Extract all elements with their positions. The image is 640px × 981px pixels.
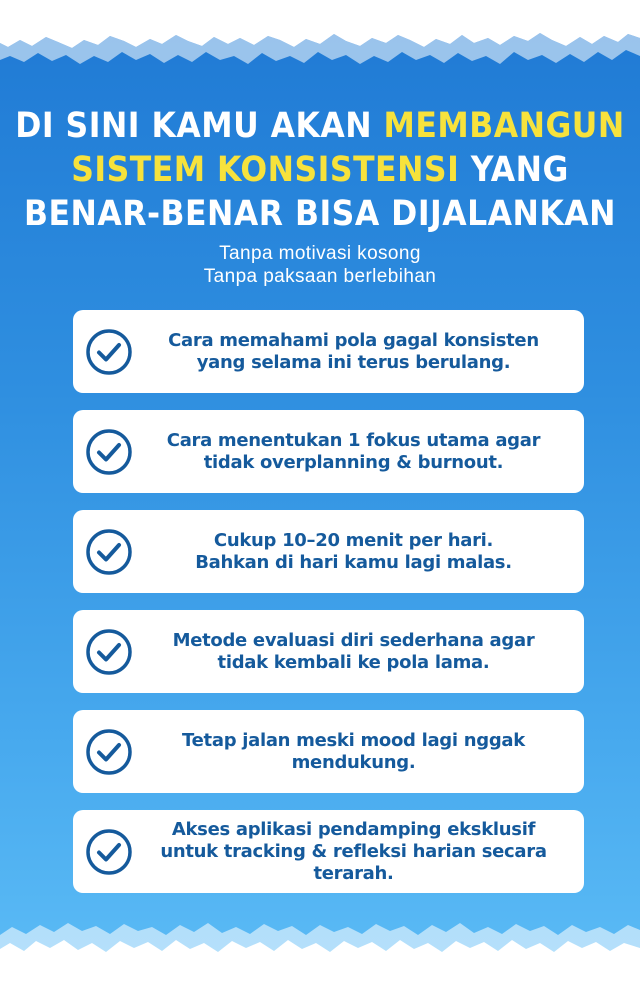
benefit-text: Metode evaluasi diri sederhana agar tidak kembali ke pola lama. bbox=[172, 629, 535, 673]
check-circle-icon bbox=[85, 428, 133, 476]
benefit-card bbox=[73, 610, 584, 693]
check-circle-icon bbox=[85, 528, 133, 576]
benefit-card bbox=[73, 310, 584, 393]
benefit-text: Cukup 10–20 menit per hari. Bahkan di hari kamu lagi malas. bbox=[195, 529, 512, 573]
subtitle-line-2: Tanpa paksaan berlebihan bbox=[203, 266, 437, 287]
benefit-list bbox=[73, 310, 584, 910]
benefit-card bbox=[73, 410, 584, 493]
check-circle-icon bbox=[85, 628, 133, 676]
check-circle-icon bbox=[85, 828, 133, 876]
torn-paper-top-edge bbox=[0, 0, 640, 80]
subtitle bbox=[0, 242, 640, 288]
subtitle-line-1: Tanpa motivasi kosong bbox=[219, 243, 421, 264]
headline-highlight-2: SISTEM KONSISTENSI bbox=[71, 150, 460, 190]
headline-line-1-white: DI SINI KAMU AKAN bbox=[15, 106, 384, 146]
check-circle-icon bbox=[85, 728, 133, 776]
torn-paper-bottom-edge bbox=[0, 921, 640, 981]
headline bbox=[0, 104, 640, 236]
benefit-text: Cara memahami pola gagal konsisten yang selama ini terus berulang. bbox=[168, 329, 539, 373]
benefit-text: Cara menentukan 1 fokus utama agar tidak overplanning & burnout. bbox=[166, 429, 541, 473]
check-circle-icon bbox=[85, 328, 133, 376]
headline-line-2-white: YANG bbox=[459, 150, 569, 190]
benefit-text: Akses aplikasi pendamping eksklusif untuk tracking & refleksi harian secara terarah. bbox=[160, 818, 547, 884]
benefit-card bbox=[73, 710, 584, 793]
benefit-card bbox=[73, 810, 584, 893]
benefit-text: Tetap jalan meski mood lagi nggak mendukung. bbox=[182, 729, 525, 773]
headline-line-1 bbox=[0, 104, 640, 148]
headline-highlight-1: MEMBANGUN bbox=[383, 106, 625, 146]
headline-line-3: BENAR-BENAR BISA DIJALANKAN bbox=[23, 194, 617, 234]
headline-line-2 bbox=[0, 148, 640, 192]
benefit-card bbox=[73, 510, 584, 593]
